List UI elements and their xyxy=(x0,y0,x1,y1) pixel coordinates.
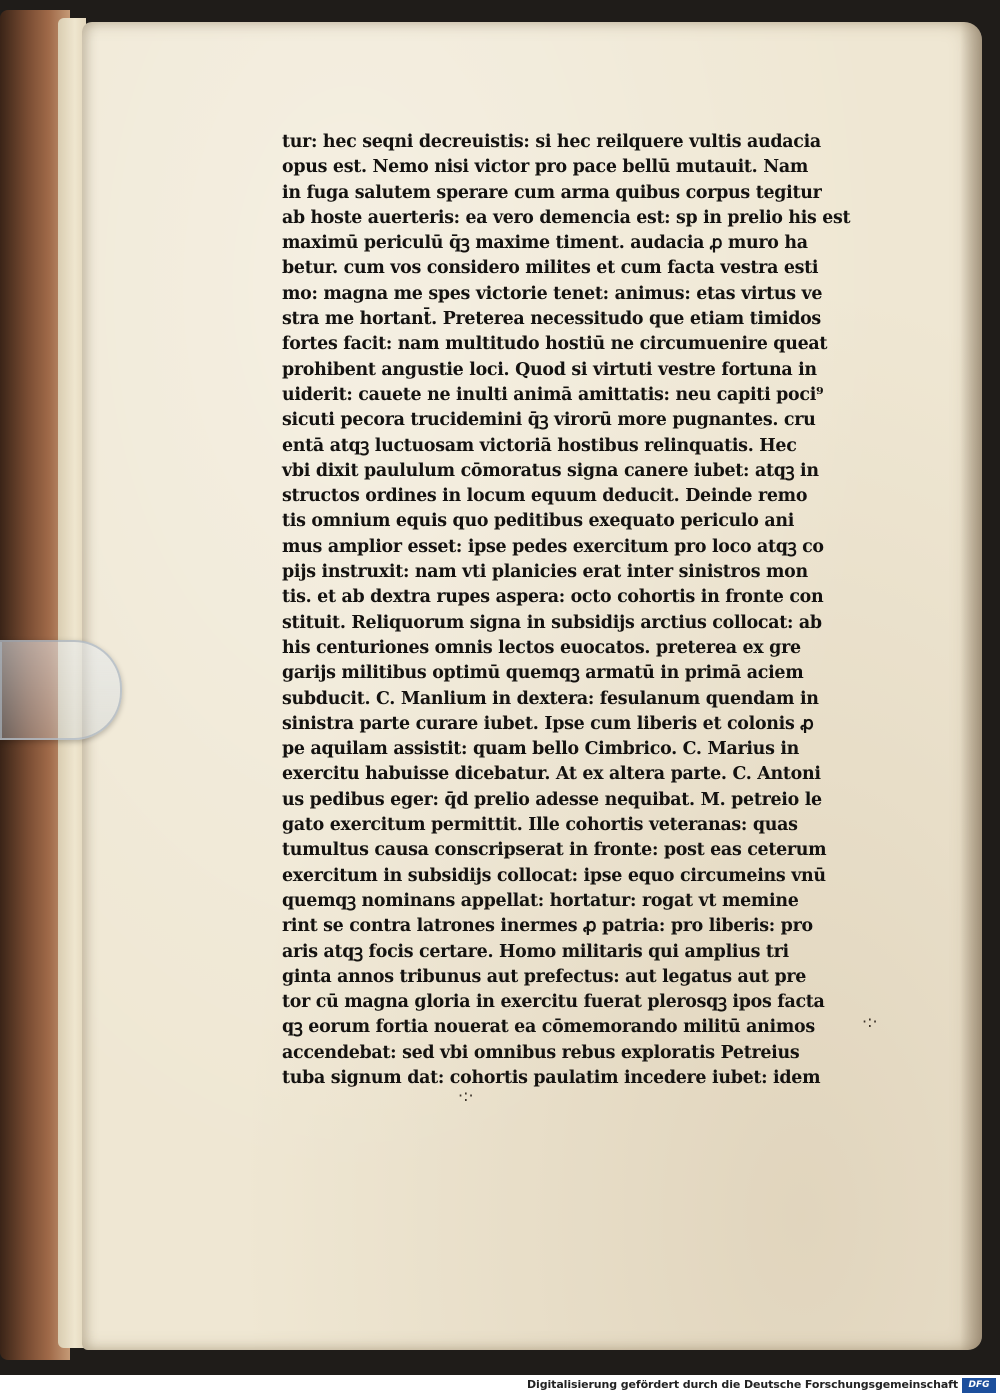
text-line: fortes facit: nam multitudo hostiū ne circumuenire queat xyxy=(282,334,828,355)
text-line: mus amplior esset: ipse pedes exercitum pro loco atqꝫ co xyxy=(282,536,824,557)
text-line: quemqꝫ nominans appellat: hortatur: rogat vt memine xyxy=(282,890,799,911)
text-line: uiderit: cauete ne inulti animā amittatis: neu capiti poci⁹ xyxy=(282,384,824,405)
text-line: entā atqꝫ luctuosam victoriā hostibus relinquatis. Hec xyxy=(282,435,797,456)
text-line: maximū periculū q̄ꝫ maxime timent. audacia ꝓ muro ha xyxy=(282,233,808,254)
text-line: pe aquilam assistit: quam bello Cimbrico. C. Marius in xyxy=(282,739,800,760)
text-line: aris atqꝫ focis certare. Homo militaris qui amplius tri xyxy=(282,941,789,962)
text-line: in fuga salutem sperare cum arma quibus corpus tegitur xyxy=(282,182,822,203)
text-line: tis. et ab dextra rupes aspera: octo cohortis in fronte con xyxy=(282,587,824,608)
text-line: qꝫ eorum fortia nouerat ea cōmemorando militū animos xyxy=(282,1017,815,1038)
text-line: us pedibus eger: q̄d prelio adesse nequibat. M. petreio le xyxy=(282,789,822,810)
text-line: tur: hec seqni decreuistis: si hec reilquere vultis audacia xyxy=(282,132,821,152)
text-line: exercitum in subsidijs collocat: ipse equo circumeins vnū xyxy=(282,865,826,886)
text-line: stituit. Reliquorum signa in subsidijs arctius collocat: ab xyxy=(282,612,822,633)
text-line: mo: magna me spes victorie tenet: animus: etas virtus ve xyxy=(282,283,823,304)
text-line: his centuriones omnis lectos euocatos. preterea ex gre xyxy=(282,637,801,658)
text-line: exercitu habuisse dicebatur. At ex altera parte. C. Antoni xyxy=(282,764,821,785)
text-line: sicuti pecora trucidemini q̄ꝫ virorū more pugnantes. cru xyxy=(282,410,816,431)
funding-text: Digitalisierung gefördert durch die Deutsche Forschungsgemeinschaft xyxy=(527,1378,958,1391)
text-line: gato exercitum permittit. Ille cohortis veteranas: quas xyxy=(282,815,798,836)
text-line: tis omnium equis quo peditibus exequato periculo ani xyxy=(282,511,795,532)
funding-footer xyxy=(0,1375,1000,1397)
text-line: structos ordines in locum equum deducit. Deinde remo xyxy=(282,486,808,507)
plastic-page-clip xyxy=(0,640,122,740)
text-line: ab hoste auerteris: ea vero demencia est: sp in prelio his est xyxy=(282,207,851,228)
ink-speck: ·:· xyxy=(862,1012,878,1031)
text-line: opus est. Nemo nisi victor pro pace bellū mutauit. Nam xyxy=(282,157,809,178)
ink-speck: ·:· xyxy=(458,1086,474,1105)
text-line: tumultus causa conscripserat in fronte: post eas ceterum xyxy=(282,840,827,861)
text-block xyxy=(282,130,852,1091)
text-line: pijs instruxit: nam vti planicies erat inter sinistros mon xyxy=(282,562,808,583)
text-line: sinistra parte curare iubet. Ipse cum liberis et colonis ꝓ xyxy=(282,713,814,734)
text-line: betur. cum vos considero milites et cum facta vestra esti xyxy=(282,258,819,279)
text-line: accendebat: sed vbi omnibus rebus exploratis Petreius xyxy=(282,1042,800,1063)
text-line: subducit. C. Manlium in dextera: fesulanum quendam in xyxy=(282,688,819,709)
dfg-logo[interactable]: DFG xyxy=(962,1378,996,1393)
text-line: tor cū magna gloria in exercitu fuerat plerosqꝫ ipos facta xyxy=(282,992,825,1013)
text-line: rint se contra latrones inermes ꝓ patria: pro liberis: pro xyxy=(282,916,813,937)
text-line: prohibent angustie loci. Quod si virtuti vestre fortuna in xyxy=(282,359,817,380)
text-line: ginta annos tribunus aut prefectus: aut legatus aut pre xyxy=(282,966,807,987)
text-line: stra me hortant̄. Preterea necessitudo que etiam timidos xyxy=(282,309,821,330)
page-edge-shadow xyxy=(960,22,982,1350)
text-line: garijs militibus optimū quemqꝫ armatū in primā aciem xyxy=(282,663,804,684)
text-line: tuba signum dat: cohortis paulatim incedere iubet: idem xyxy=(282,1067,821,1088)
text-line: vbi dixit paululum cōmoratus signa canere iubet: atqꝫ in xyxy=(282,460,819,481)
